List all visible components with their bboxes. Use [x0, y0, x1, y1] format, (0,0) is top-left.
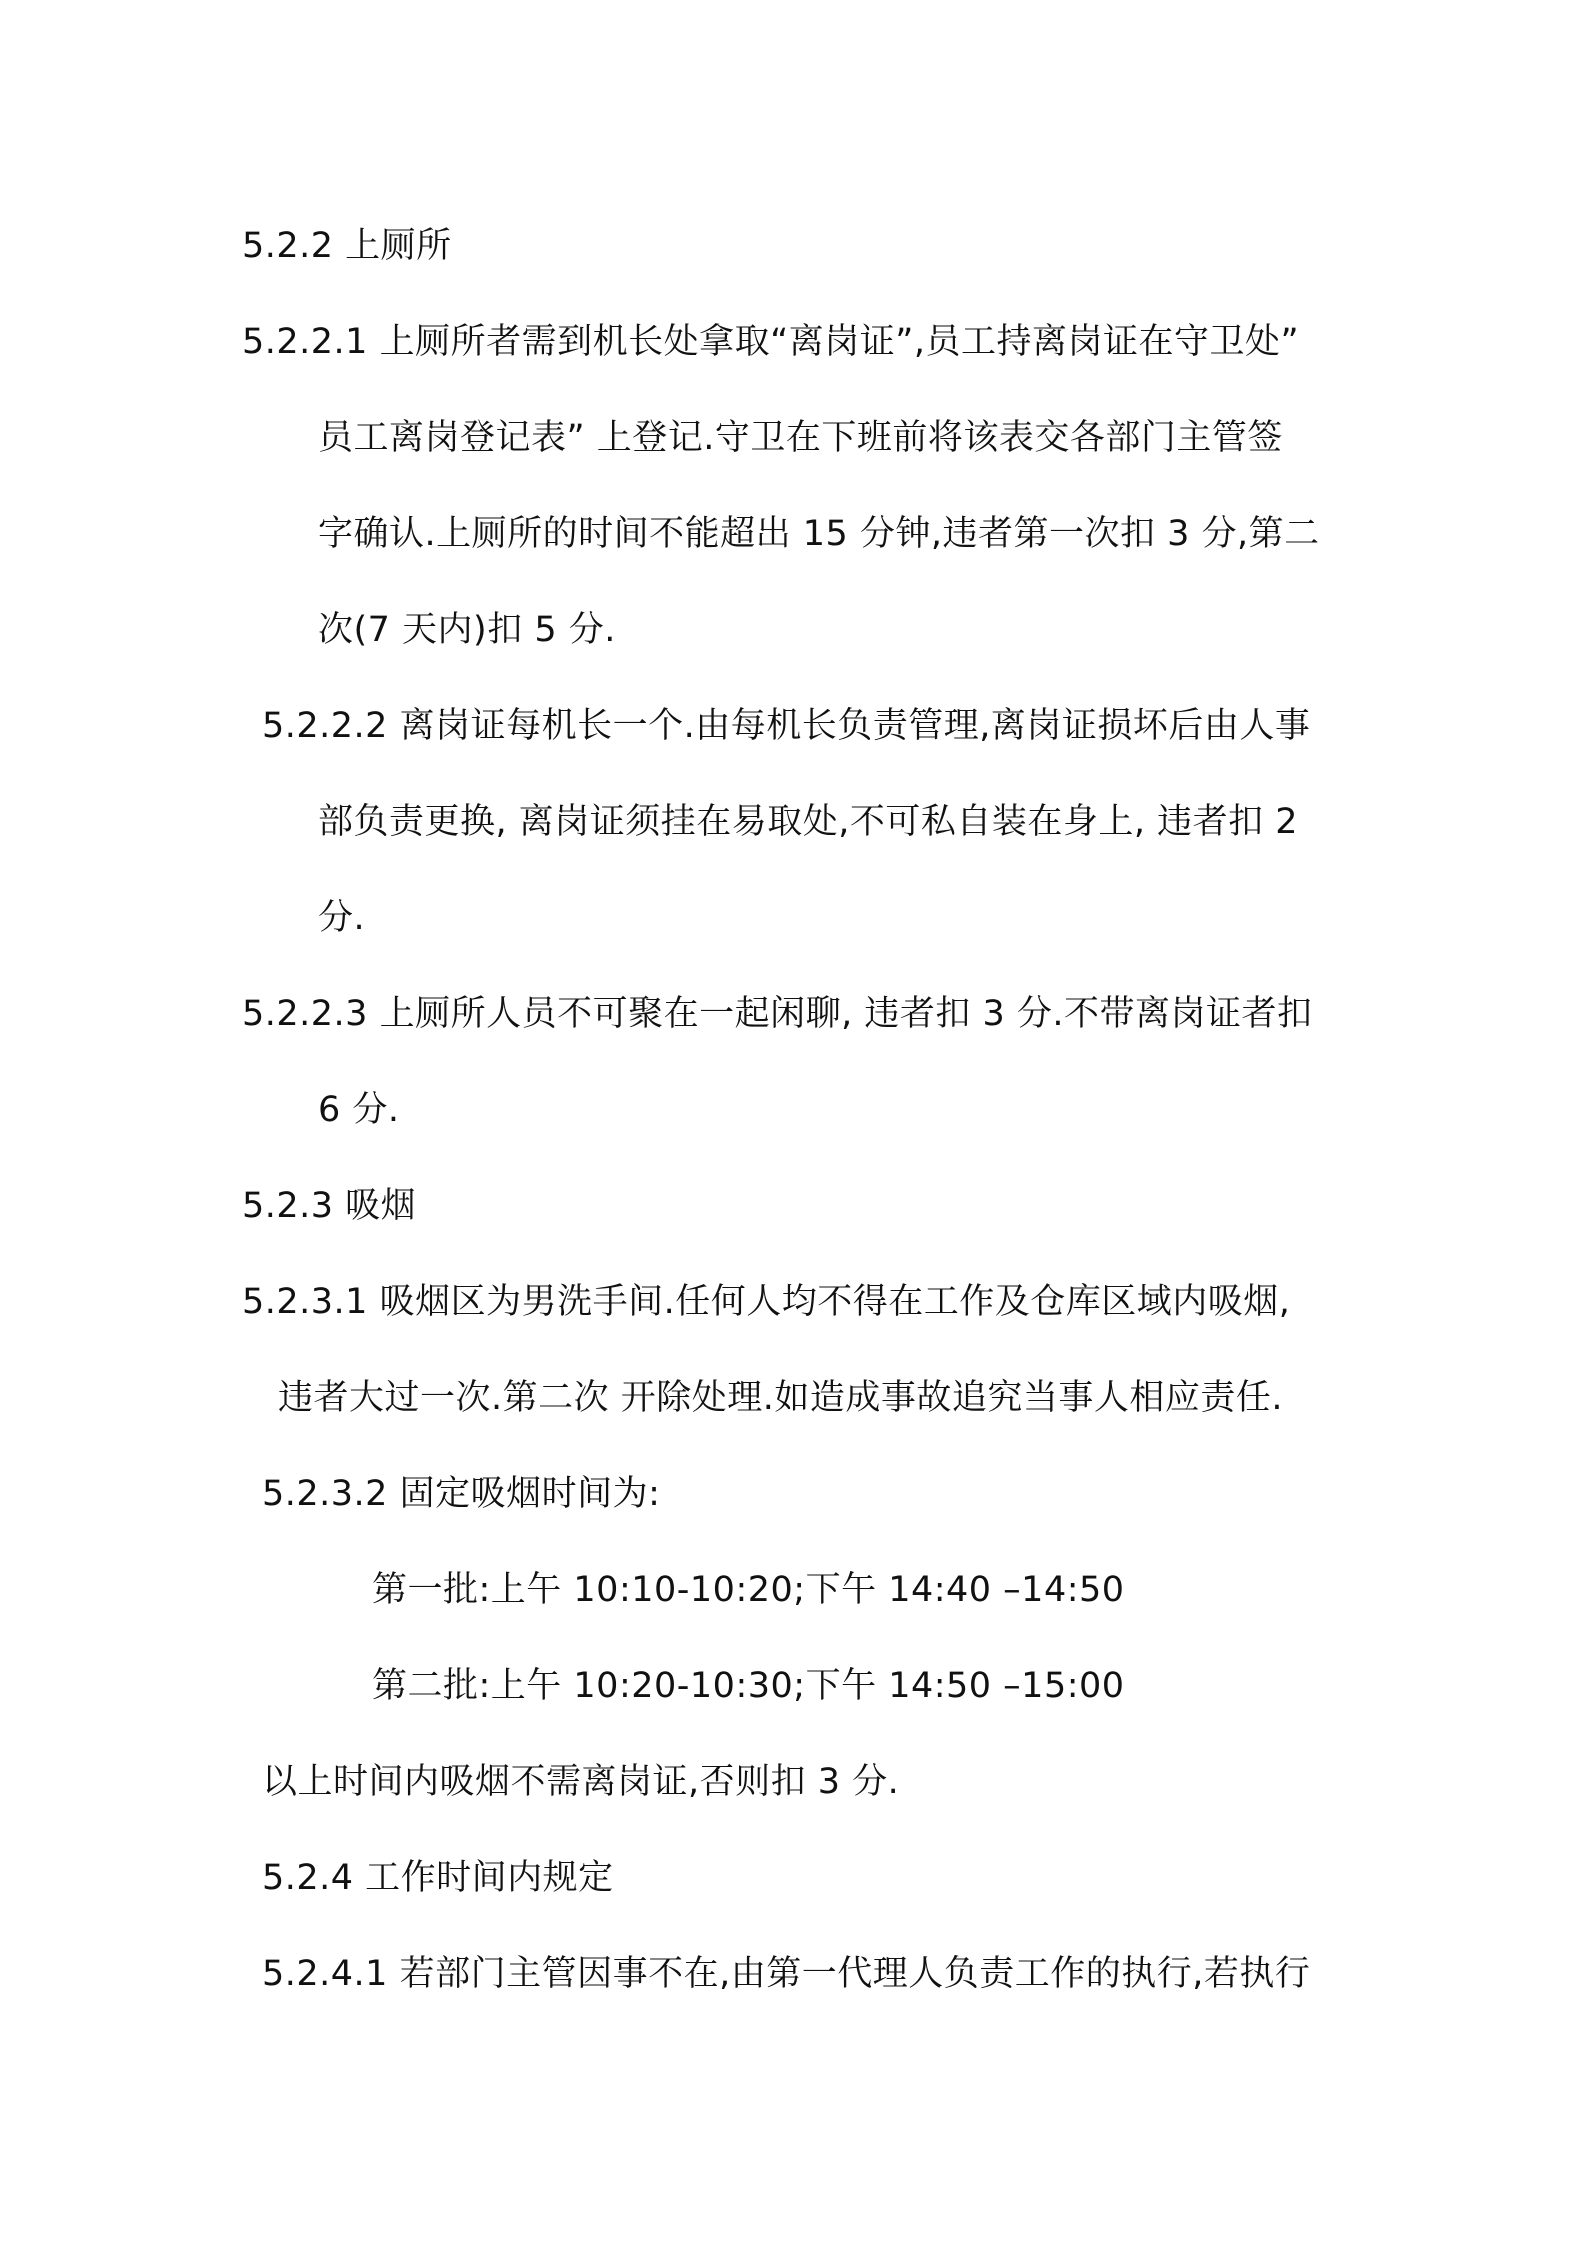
paragraph-line: 5.2.2.2 离岗证每机长一个.由每机长负责管理,离岗证损坏后由人事: [262, 706, 1311, 746]
section-heading-work-rules: 5.2.4 工作时间内规定: [262, 1858, 614, 1898]
paragraph-line: 5.2.3.2 固定吸烟时间为:: [262, 1474, 661, 1514]
paragraph-line: 5.2.3.1 吸烟区为男洗手间.任何人均不得在工作及仓库区域内吸烟,: [242, 1282, 1291, 1322]
paragraph-line: 5.2.2.1 上厕所者需到机长处拿取“离岗证”,员工持离岗证在守卫处”: [242, 322, 1300, 362]
schedule-line: 第二批:上午 10:20-10:30;下午 14:50 –15:00: [372, 1666, 1125, 1706]
paragraph-line: 分.: [318, 898, 366, 938]
paragraph-line: 员工离岗登记表” 上登记.守卫在下班前将该表交各部门主管签: [318, 418, 1283, 458]
paragraph-line: 5.2.4.1 若部门主管因事不在,由第一代理人负责工作的执行,若执行: [262, 1954, 1311, 1994]
section-heading-toilet: 5.2.2 上厕所: [242, 226, 452, 266]
schedule-line: 第一批:上午 10:10-10:20;下午 14:40 –14:50: [372, 1570, 1125, 1610]
paragraph-line: 次(7 天内)扣 5 分.: [318, 610, 616, 650]
paragraph-line: 5.2.2.3 上厕所人员不可聚在一起闲聊, 违者扣 3 分.不带离岗证者扣: [242, 994, 1313, 1034]
paragraph-line: 以上时间内吸烟不需离岗证,否则扣 3 分.: [262, 1762, 900, 1802]
paragraph-line: 部负责更换, 离岗证须挂在易取处,不可私自装在身上, 违者扣 2: [318, 802, 1299, 842]
section-heading-smoking: 5.2.3 吸烟: [242, 1186, 417, 1226]
paragraph-line: 字确认.上厕所的时间不能超出 15 分钟,违者第一次扣 3 分,第二: [318, 514, 1320, 554]
paragraph-line: 违者大过一次.第二次 开除处理.如造成事故追究当事人相应责任.: [278, 1378, 1284, 1418]
paragraph-line: 6 分.: [318, 1090, 400, 1130]
